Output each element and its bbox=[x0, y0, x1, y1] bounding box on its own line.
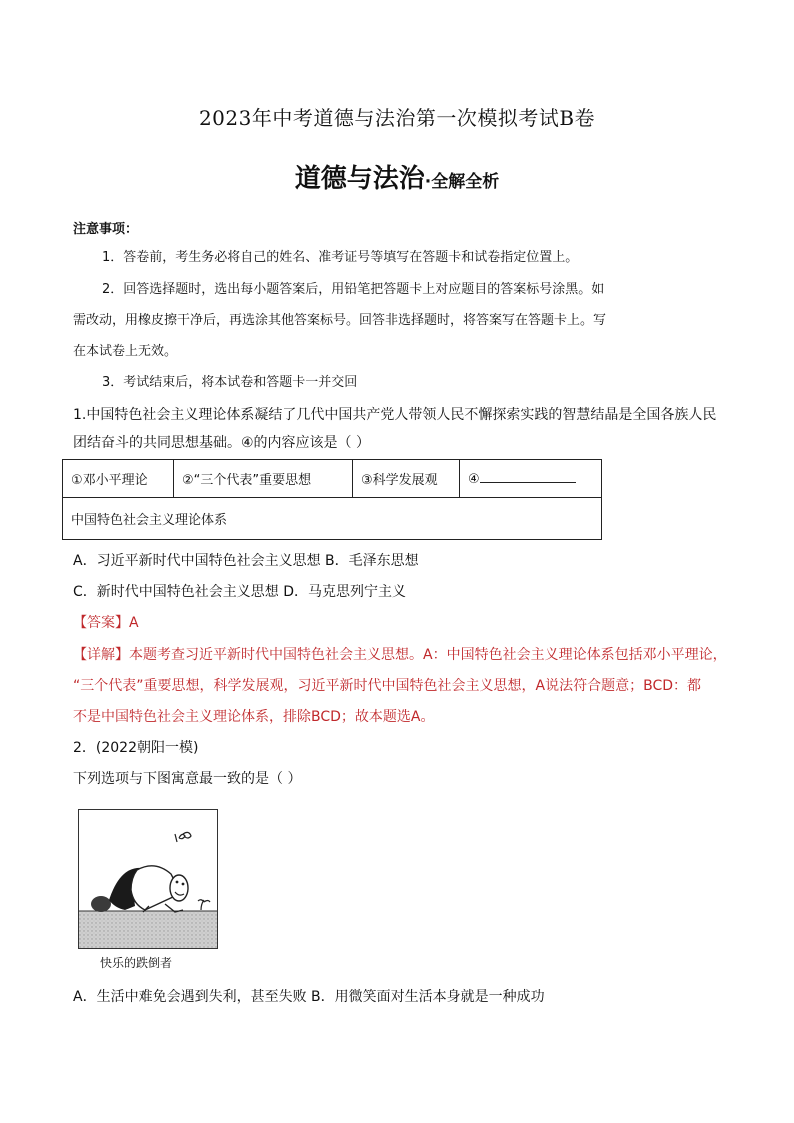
q1-table-cell-1: ①邓小平理论 bbox=[63, 460, 174, 498]
subject-name: 道德与法治 bbox=[294, 164, 425, 194]
subject-suffix: ·全解全析 bbox=[424, 172, 500, 192]
q1-table-cell-4-label: ④ bbox=[468, 472, 480, 487]
q1-table bbox=[62, 459, 602, 540]
q1-answer: 【答案】A bbox=[73, 615, 139, 631]
q1-stem-line-2: 团结奋斗的共同思想基础。④的内容应该是（ ） bbox=[73, 435, 370, 451]
q1-options-line-1: A．习近平新时代中国特色社会主义思想 B．毛泽东思想 bbox=[73, 553, 419, 569]
q1-detail-line-2: “三个代表”重要思想，科学发展观，习近平新时代中国特色社会主义思想，A说法符合题意；BCD：都 bbox=[73, 678, 701, 694]
q1-table-cell-2: ②“三个代表”重要思想 bbox=[174, 460, 353, 498]
q1-detail-line-3: 不是中国特色社会主义理论体系，排除BCD；故本题选A。 bbox=[73, 709, 435, 725]
q1-options-line-2: C．新时代中国特色社会主义思想 D．马克思列宁主义 bbox=[73, 584, 407, 600]
q1-table-cell-4 bbox=[460, 460, 602, 498]
notice-item-2-line-2: 需改动，用橡皮擦干净后，再选涂其他答案标号。回答非选择题时，将答案写在答题卡上。写 bbox=[73, 313, 607, 328]
q1-table-cell-3: ③科学发展观 bbox=[353, 460, 460, 498]
q2-stem: 下列选项与下图寓意最一致的是（ ） bbox=[73, 771, 302, 787]
document-title: 2023年中考道德与法治第一次模拟考试B卷 bbox=[198, 106, 596, 130]
q1-detail-line-1: 【详解】本题考查习近平新时代中国特色社会主义思想。A：中国特色社会主义理论体系包括邓小平理论， bbox=[73, 647, 727, 663]
q2-number: 2．(2022朝阳一模) bbox=[73, 740, 199, 756]
q1-stem-line-1: 1.中国特色社会主义理论体系凝结了几代中国共产党人带领人民不懈探索实践的智慧结晶是全国各族人民 bbox=[73, 407, 717, 423]
notice-item-2-line-3: 在本试卷上无效。 bbox=[73, 344, 178, 359]
cartoon-image bbox=[78, 809, 218, 949]
q1-table-row-2: 中国特色社会主义理论体系 bbox=[63, 498, 602, 540]
subject-heading bbox=[0, 158, 794, 195]
notice-item-2-line-1: 2．回答选择题时，选出每小题答案后，用铅笔把答题卡上对应题目的答案标号涂黑。如 bbox=[102, 282, 605, 297]
q2-options-line-1: A．生活中难免会遇到失利，甚至失败 B．用微笑面对生活本身就是一种成功 bbox=[73, 989, 545, 1005]
notice-item-1: 1．答卷前，考生务必将自己的姓名、准考证号等填写在答题卡和试卷指定位置上。 bbox=[102, 250, 579, 265]
answer-blank-line bbox=[480, 470, 576, 483]
notice-heading: 注意事项： bbox=[73, 222, 139, 237]
falling-man-illustration bbox=[79, 810, 217, 948]
notice-item-3: 3．考试结束后，将本试卷和答题卡一并交回 bbox=[102, 375, 358, 390]
cartoon-caption: 快乐的跌倒者 bbox=[100, 956, 173, 970]
